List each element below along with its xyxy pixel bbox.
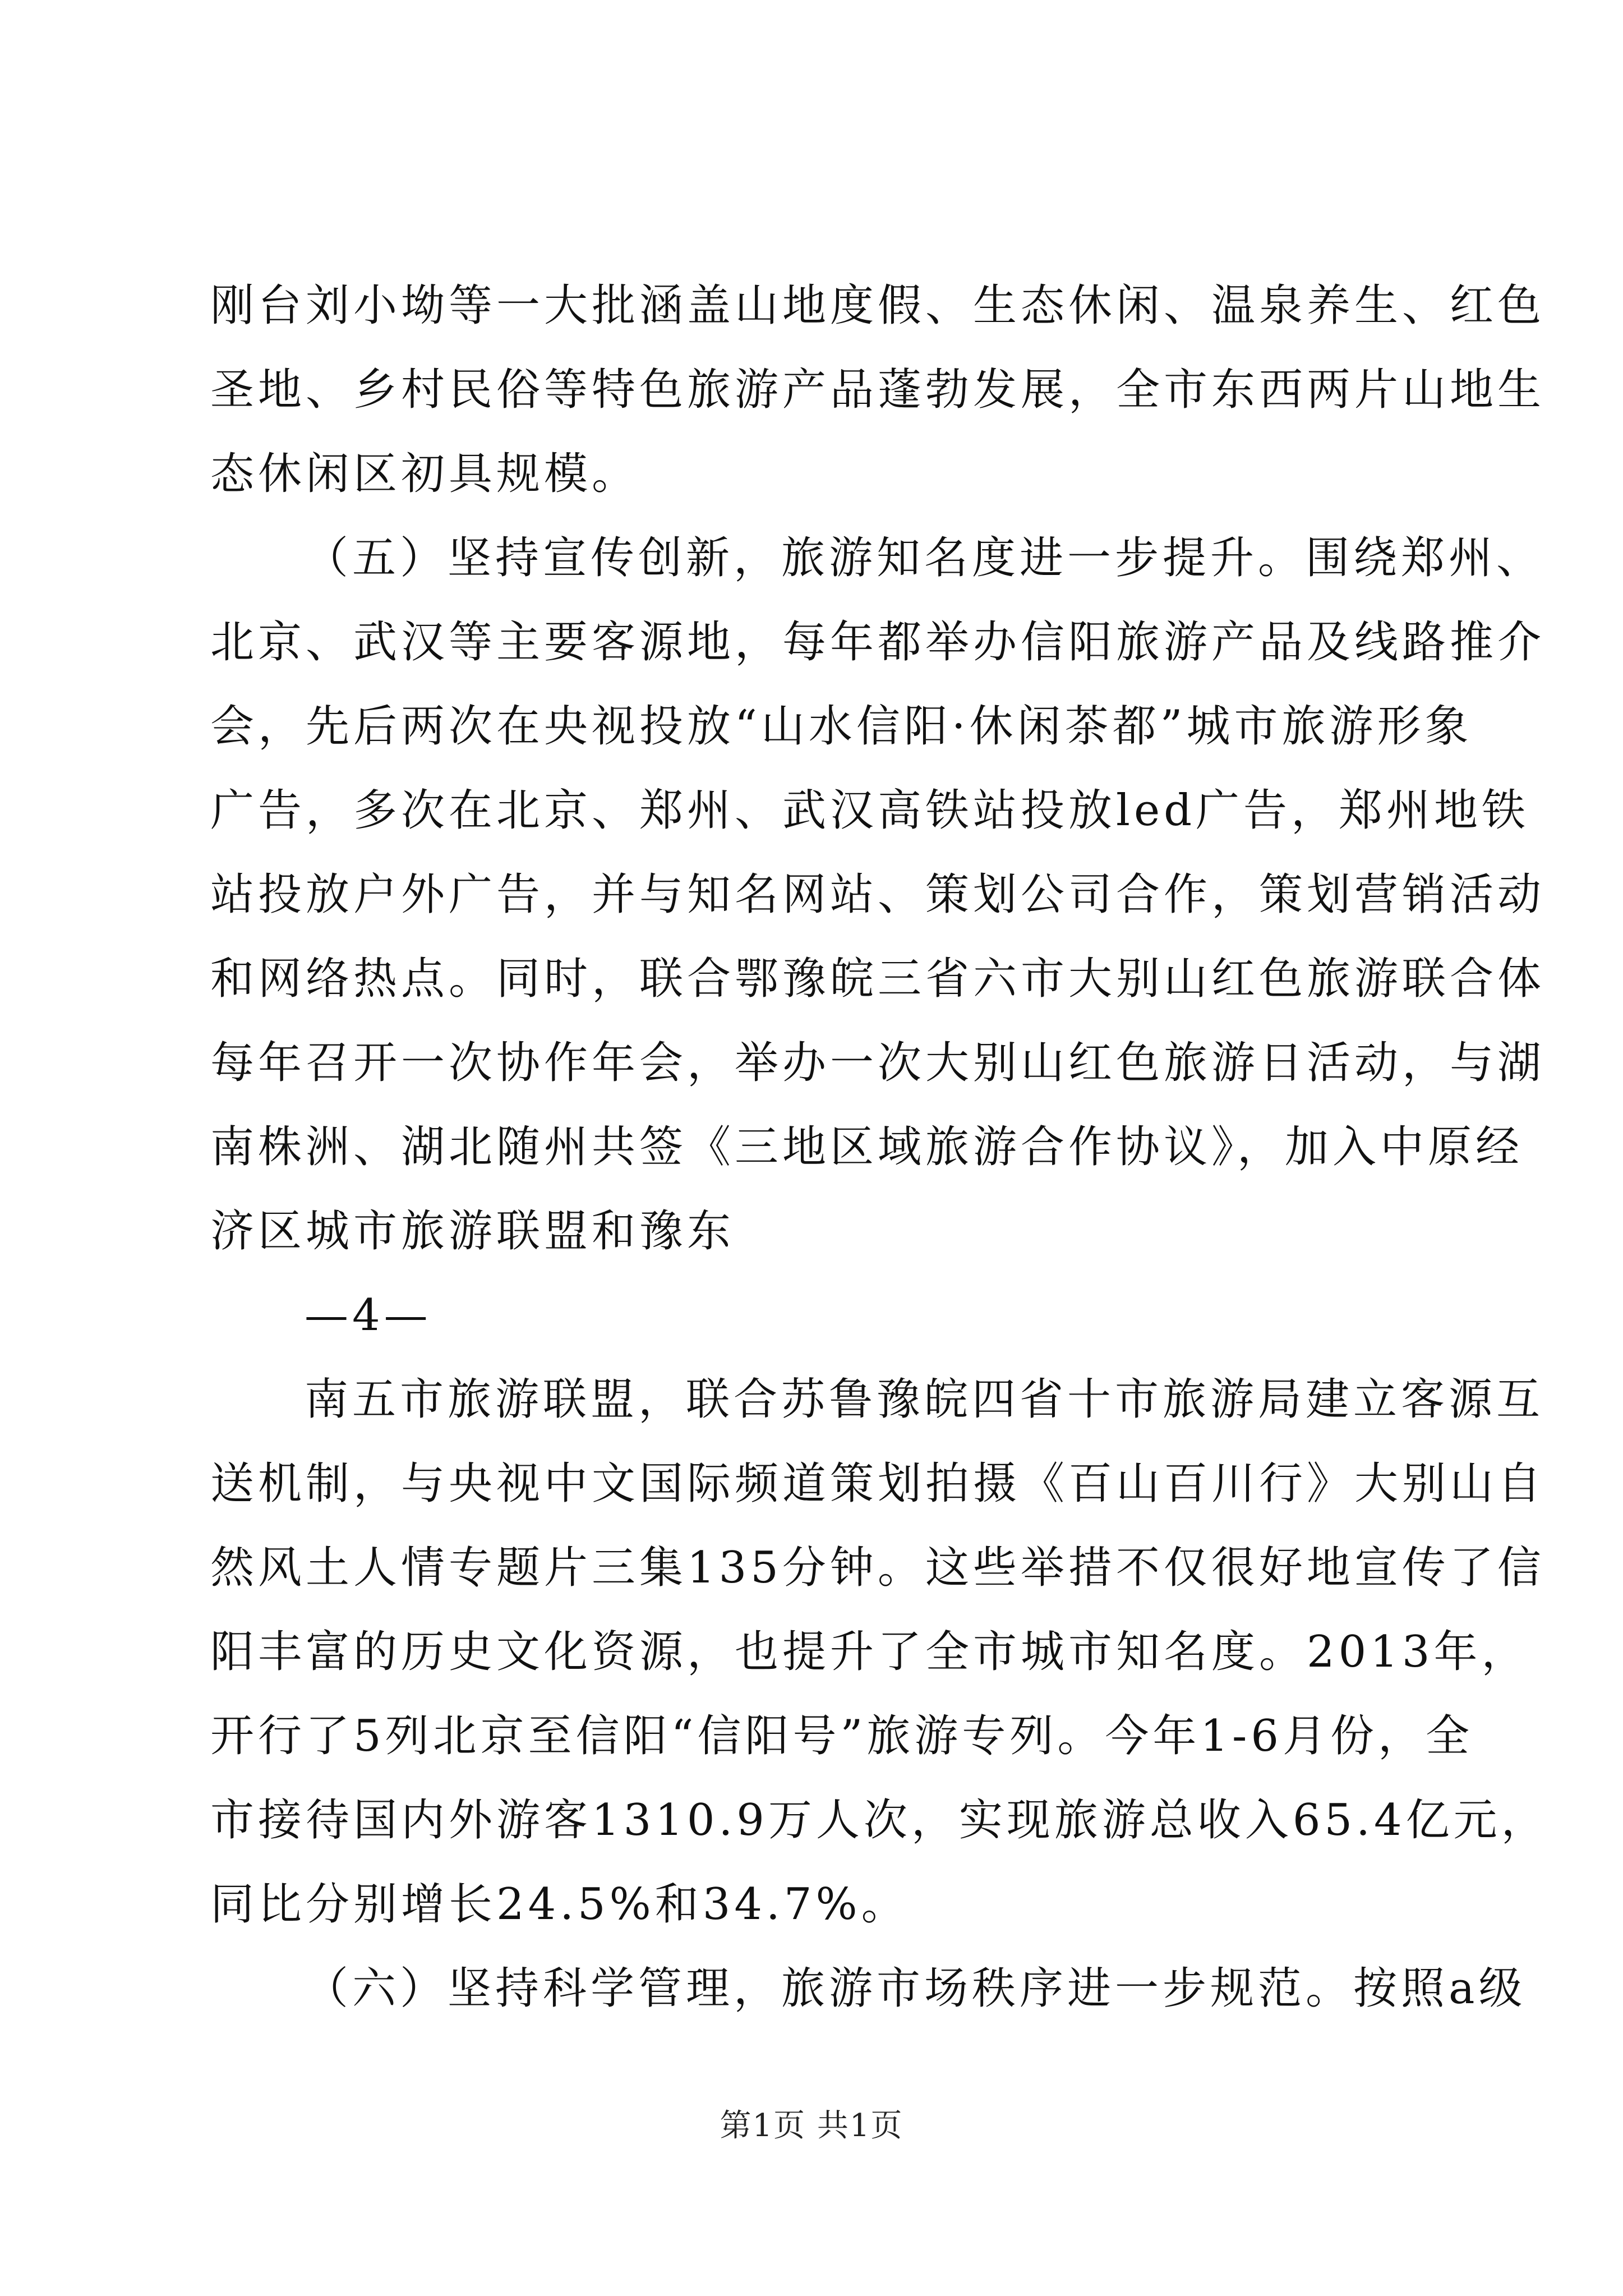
paragraph-line: 站投放户外广告，并与知名网站、策划公司合作，策划营销活动 — [210, 869, 1546, 920]
inline-page-number: —4— — [305, 1290, 432, 1341]
section-heading-line: （六）坚持科学管理，旅游市场秩序进一步规范。按照a级 — [305, 1963, 1527, 2014]
paragraph-line: 广告，多次在北京、郑州、武汉高铁站投放led广告，郑州地铁 — [210, 785, 1530, 836]
paragraph-line: 阳丰富的历史文化资源，也提升了全市城市知名度。2013年， — [210, 1627, 1529, 1677]
document-body — [210, 264, 1549, 2031]
paragraph-line: 每年召开一次协作年会，举办一次大别山红色旅游日活动，与湖 — [210, 1038, 1546, 1088]
paragraph-line: 市接待国内外游客1310.9万人次，实现旅游总收入65.4亿元， — [210, 1795, 1549, 1846]
page-footer — [0, 2101, 1623, 2146]
page-number-label: 第1页 共1页 — [720, 2108, 903, 2144]
paragraph-line: 刚台刘小坳等一大批涵盖山地度假、生态休闲、温泉养生、红色 — [210, 280, 1546, 331]
paragraph-line: 北京、武汉等主要客源地，每年都举办信阳旅游产品及线路推介 — [210, 617, 1546, 668]
paragraph-line: 会，先后两次在央视投放“山水信阳·休闲茶都”城市旅游形象 — [210, 701, 1473, 752]
section-heading-line: （五）坚持宣传创新，旅游知名度进一步提升。围绕郑州、 — [305, 533, 1544, 583]
paragraph-line: 然风土人情专题片三集135分钟。这些举措不仅很好地宣传了信 — [210, 1543, 1545, 1593]
paragraph-line: 送机制，与央视中文国际频道策划拍摄《百山百川行》大别山自 — [210, 1458, 1546, 1509]
paragraph-line: 和网络热点。同时，联合鄂豫皖三省六市大别山红色旅游联合体 — [210, 954, 1546, 1004]
paragraph-line: 济区城市旅游联盟和豫东 — [210, 1206, 735, 1257]
paragraph-line: 同比分别增长24.5%和34.7%。 — [210, 1879, 909, 1930]
paragraph-line: 南五市旅游联盟，联合苏鲁豫皖四省十市旅游局建立客源互 — [305, 1374, 1544, 1425]
paragraph-line: 开行了5列北京至信阳“信阳号”旅游专列。今年1-6月份，全 — [210, 1711, 1473, 1761]
paragraph-line: 圣地、乡村民俗等特色旅游产品蓬勃发展，全市东西两片山地生 — [210, 365, 1546, 415]
paragraph-line: 态休闲区初具规模。 — [210, 449, 640, 499]
paragraph-line: 南株洲、湖北随州共签《三地区域旅游合作协议》，加入中原经 — [210, 1122, 1524, 1172]
